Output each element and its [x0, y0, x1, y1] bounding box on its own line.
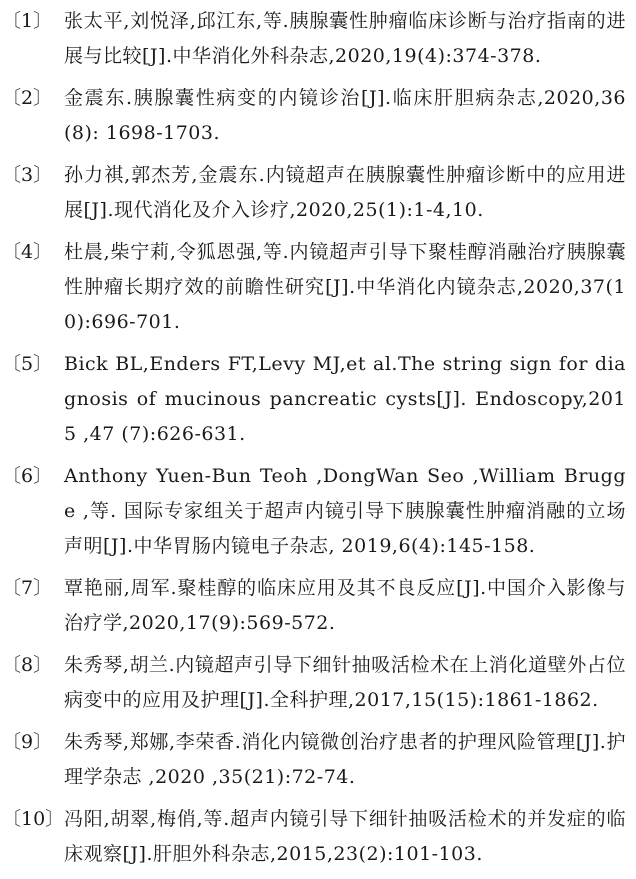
reference-text: 朱秀琴,胡兰.内镜超声引导下细针抽吸活检术在上消化道壁外占位病变中的应用及护理[J].全科护理,2017,15(15):1861-1862. — [64, 654, 626, 711]
reference-text: Bick BL,Enders FT,Levy MJ,et al.The string sign for diagnosis of mucinous pancreatic cysts[J]. Endoscopy,2015 ,47 (7):626-631. — [64, 353, 626, 445]
reference-item-5 — [0, 347, 636, 452]
reference-number: 〔8〕 — [2, 654, 53, 676]
reference-number: 〔2〕 — [2, 87, 53, 109]
reference-text: 覃艳丽,周军.聚桂醇的临床应用及其不良反应[J].中国介入影像与治疗学,2020,17(9):569-572. — [64, 577, 626, 634]
reference-text: 冯阳,胡翠,梅俏,等.超声内镜引导下细针抽吸活检术的并发症的临床观察[J].肝胆外科杂志,2015,23(2):101-103. — [64, 808, 626, 865]
reference-item-2 — [0, 81, 636, 151]
reference-item-3 — [0, 158, 636, 228]
reference-text: Anthony Yuen-Bun Teoh ,DongWan Seo ,William Brugge ,等. 国际专家组关于超声内镜引导下胰腺囊性肿瘤消融的立场声明[J].中华胃肠内镜电子杂志, 2019,6(4):145-158. — [64, 465, 626, 557]
reference-text: 金震东.胰腺囊性病变的内镜诊治[J].临床肝胆病杂志,2020,36(8): 1698-1703. — [64, 87, 626, 144]
reference-number: 〔5〕 — [2, 353, 53, 375]
reference-text: 孙力祺,郭杰芳,金震东.内镜超声在胰腺囊性肿瘤诊断中的应用进展[J].现代消化及介入诊疗,2020,25(1):1-4,10. — [64, 164, 626, 221]
reference-number: 〔1〕 — [2, 10, 53, 32]
reference-item-10 — [0, 802, 636, 872]
reference-item-4 — [0, 235, 636, 340]
reference-text: 张太平,刘悦泽,邱江东,等.胰腺囊性肿瘤临床诊断与治疗指南的进展与比较[J].中华消化外科杂志,2020,19(4):374-378. — [64, 10, 626, 67]
reference-number: 〔9〕 — [2, 731, 53, 753]
reference-item-8 — [0, 648, 636, 718]
reference-number: 〔7〕 — [2, 577, 53, 599]
reference-text: 杜晨,柴宁莉,令狐恩强,等.内镜超声引导下聚桂醇消融治疗胰腺囊性肿瘤长期疗效的前瞻性研究[J].中华消化内镜杂志,2020,37(10):696-701. — [64, 241, 626, 333]
reference-item-6 — [0, 459, 636, 564]
reference-list — [0, 4, 636, 879]
reference-number: 〔10〕 — [2, 808, 65, 830]
reference-item-7 — [0, 571, 636, 641]
reference-item-1 — [0, 4, 636, 74]
reference-text: 朱秀琴,郑娜,李荣香.消化内镜微创治疗患者的护理风险管理[J].护理学杂志 ,2020 ,35(21):72-74. — [64, 731, 626, 788]
reference-number: 〔4〕 — [2, 241, 53, 263]
reference-item-9 — [0, 725, 636, 795]
reference-number: 〔3〕 — [2, 164, 53, 186]
reference-number: 〔6〕 — [2, 465, 53, 487]
